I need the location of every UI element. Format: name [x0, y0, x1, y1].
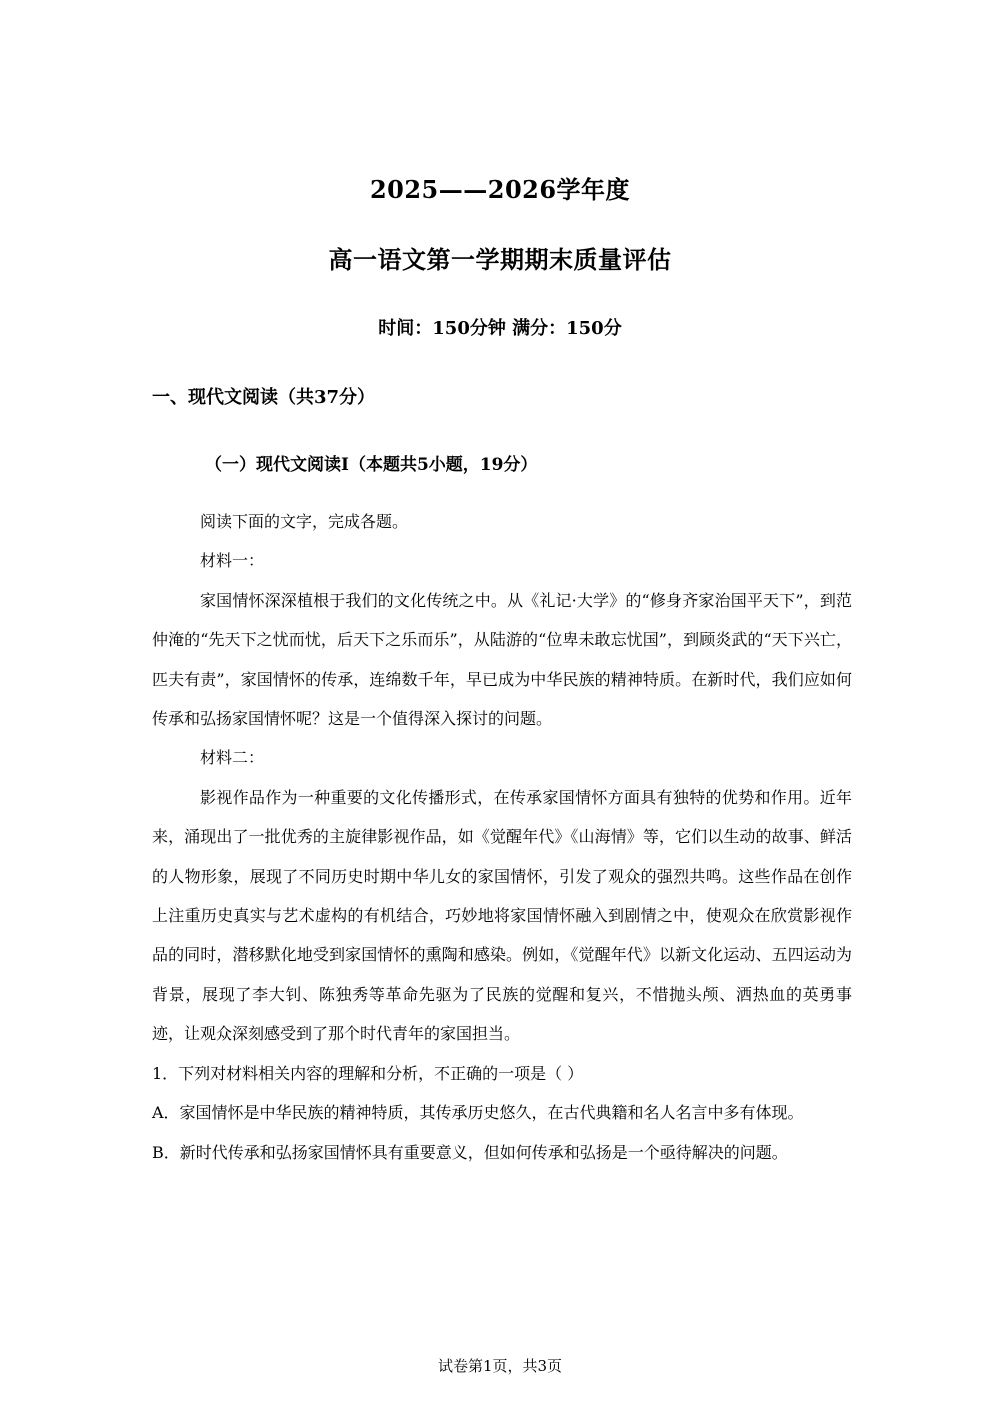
material2-label: 材料二： [200, 748, 265, 768]
exam-meta-line: 时间：150分钟 满分：150分 [378, 318, 622, 339]
page-footer: 试卷第1页，共3页 [437, 1357, 563, 1375]
question-1: 1．下列对材料相关内容的理解和分析，不正确的一项是（ ） [152, 1063, 584, 1083]
reading-body [152, 502, 852, 1172]
option-b: B．新时代传承和弘扬家国情怀具有重要意义，但如何传承和弘扬是一个亟待解决的问题。 [152, 1142, 788, 1162]
section-heading: 一、现代文阅读（共37分） [152, 387, 376, 408]
year-title: 2025——2026学年度 [369, 175, 631, 204]
material2-paragraph: 影视作品作为一种重要的文化传播形式，在传承家国情怀方面具有独特的优势和作用。近年来，涌现出了一批优秀的主旋律影视作品，如《觉醒年代》《山海情》等，它们以生动的故事、鲜活的人物形象，展现了不同历史时期中华儿女的家国情怀，引发了观众的强烈共鸣。这些作品在创作上注重历史真实与艺术虚构的有机结合，巧妙地将家国情怀融入到剧情之中，使观众在欣赏影视作品的同时，潜移默化地受到家国情怀的熏陶和感染。例如，《觉醒年代》以新文化运动、五四运动为背景，展现了李大钊、陈独秀等革命先驱为了民族的觉醒和复兴，不惜抛头颅、洒热血的英勇事迹，让观众深刻感受到了那个时代青年的家国担当。 [152, 787, 852, 1044]
option-a: A．家国情怀是中华民族的精神特质，其传承历史悠久，在古代典籍和名人名言中多有体现。 [152, 1103, 804, 1123]
material1-paragraph: 家国情怀深深植根于我们的文化传统之中。从《礼记·大学》的“修身齐家治国平天下”，到范仲淹的“先天下之忧而忧，后天下之乐而乐”，从陆游的“位卑未敢忘忧国”，到顾炎武的“天下兴亡，匹夫有责”，家国情怀的传承，连绵数千年，早已成为中华民族的精神特质。在新时代，我们应如何传承和弘扬家国情怀呢？这是一个值得深入探讨的问题。 [152, 590, 852, 729]
exam-title: 高一语文第一学期期末质量评估 [328, 245, 672, 274]
subsection-heading: （一）现代文阅读Ⅰ（本题共5小题，19分） [205, 455, 538, 475]
material1-label: 材料一： [200, 551, 265, 571]
instruction-text: 阅读下面的文字，完成各题。 [200, 512, 409, 531]
